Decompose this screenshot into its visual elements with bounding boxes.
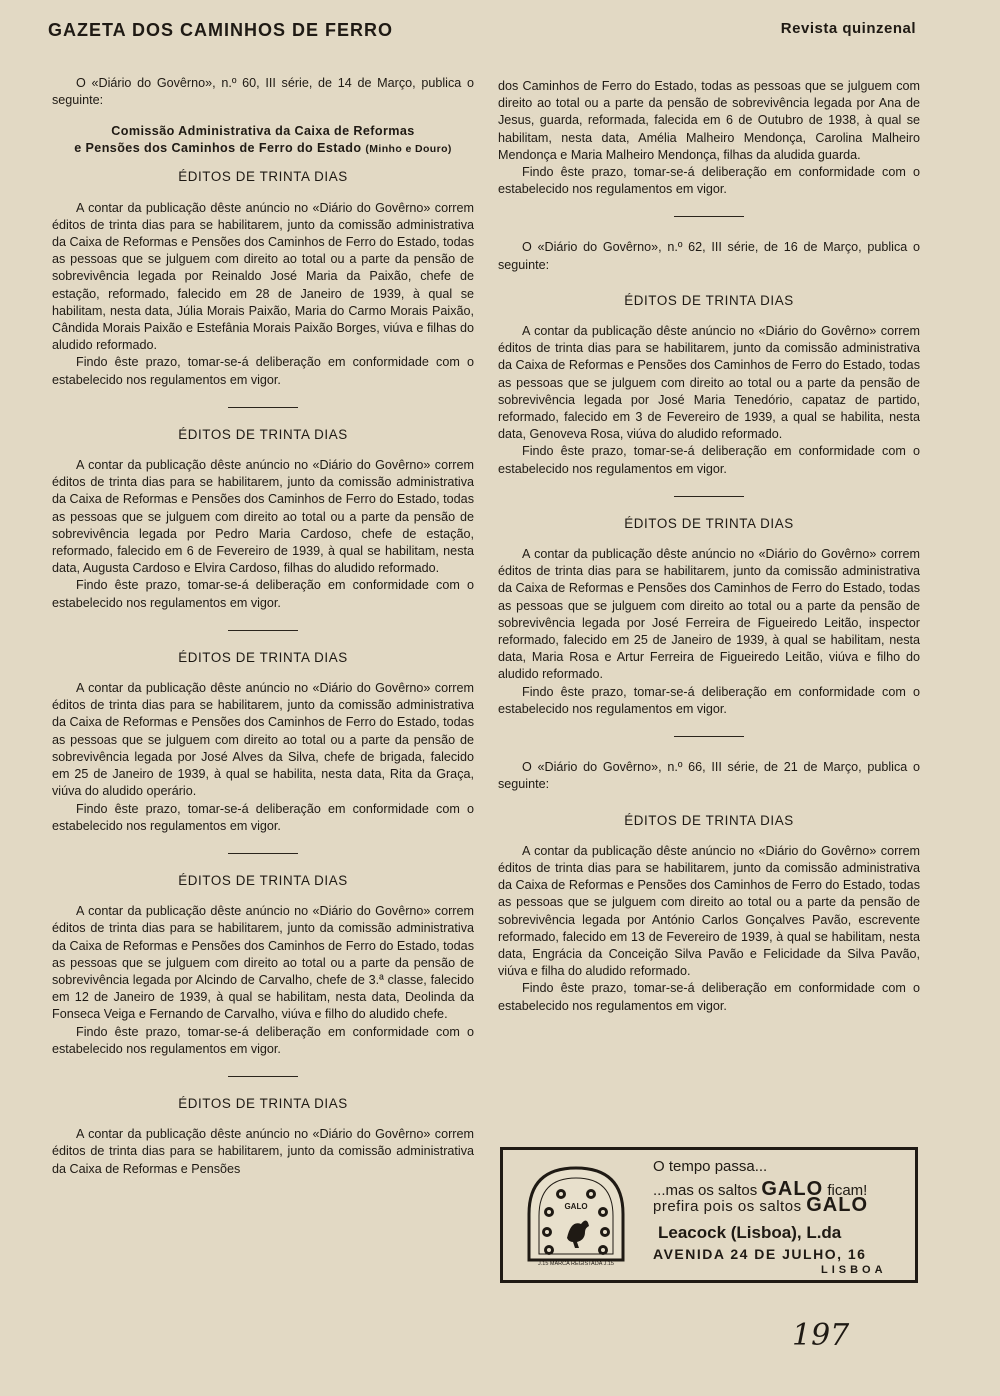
heel-brand-text: GALO xyxy=(564,1202,588,1211)
ad-brand: GALO xyxy=(806,1194,869,1216)
divider xyxy=(228,853,298,854)
notice-body: A contar da publicação dêste anúncio no «Diário do Govêrno» correm éditos de trinta dias para se habilitarem, junto da comissão administrativa da Caixa de Reformas e Pensões dos Caminhos de Ferro do Estado, todas as pessoas que se julguem com direito ao total ou a parte da pensão de sobrevivência legada por José Maria Tenedório, capataz de partido, reformado, falecido em 3 de Fevereiro de 1939, a qual se habilita, nesta data, Genoveva Rosa, viúva do aludido reformado. xyxy=(498,324,920,442)
notice-heading: ÉDITOS DE TRINTA DIAS xyxy=(624,812,794,828)
org-line-1: Comissão Administrativa da Caixa de Reformas xyxy=(111,124,415,139)
magazine-subtitle: Revista quinzenal xyxy=(780,20,916,37)
divider xyxy=(228,630,298,631)
ad-address: AVENIDA 24 DE JULHO, 16 xyxy=(653,1246,867,1262)
divider xyxy=(228,1076,298,1077)
ad-slogan-part: ...mas os saltos xyxy=(653,1182,758,1199)
notice-closing: Findo êste prazo, tomar-se-á deliberação em conformidade com o estabelecido nos regulamentos em vigor. xyxy=(498,981,920,1013)
notice-heading: ÉDITOS DE TRINTA DIAS xyxy=(178,649,348,665)
org-region: (Minho e Douro) xyxy=(365,143,452,156)
right-column xyxy=(498,78,920,1015)
divider xyxy=(674,216,744,217)
notice-body: A contar da publicação dêste anúncio no «Diário do Govêrno» correm éditos de trinta dias para se habilitarem, junto da comissão administrativa da Caixa de Reformas e Pensões dos Caminhos de Ferro do Estado, todas as pessoas que se julguem com direito ao total ou a parte da pensão de sobrevivência legada por António Carlos Gonçalves Pavão, escrevente reformado, falecido em 13 de Fevereiro de 1939, à qual se habilitam, nesta data, Engrácia da Conceição Silva Pavão e Felicidade da Silva Pavão, viúva e filha do aludido reformado. xyxy=(498,843,920,979)
ad-slogan-part: ficam! xyxy=(827,1182,868,1199)
notice-closing: Findo êste prazo, tomar-se-á deliberação em conformidade com o estabelecido nos regulamentos em vigor. xyxy=(498,444,920,476)
ad-slogan-line-1: O tempo passa... xyxy=(653,1158,768,1175)
org-line-2-text: e Pensões dos Caminhos de Ferro do Estado xyxy=(74,141,362,156)
intro-paragraph: O «Diário do Govêrno», n.º 60, III série, de 14 de Março, publica o seguinte: xyxy=(52,76,474,108)
divider xyxy=(228,407,298,408)
notice-closing: Findo êste prazo, tomar-se-á deliberação em conformidade com o estabelecido nos regulamentos em vigor. xyxy=(52,801,474,833)
notice-heading: ÉDITOS DE TRINTA DIAS xyxy=(178,1095,348,1111)
notice-heading: ÉDITOS DE TRINTA DIAS xyxy=(624,515,794,531)
divider xyxy=(674,496,744,497)
org-line-2 xyxy=(52,140,474,158)
notice-closing: Findo êste prazo, tomar-se-á deliberação em conformidade com o estabelecido nos regulamentos em vigor. xyxy=(498,684,920,716)
heel-trademark-text: J.15 MARCA REGISTADA J.15 xyxy=(537,1261,615,1267)
notice-body: A contar da publicação dêste anúncio no «Diário do Govêrno» correm éditos de trinta dias para se habilitarem, junto da comissão administrativa da Caixa de Reformas e Pensões dos Caminhos de Ferro do Estado, todas as pessoas que se julguem com direito ao total ou a parte da pensão de sobrevivência legada por José Alves da Silva, chefe de brigada, falecido em 25 de Janeiro de 1939, à qual se habilita, nesta data, Rita da Graça, viúva do aludido operário. xyxy=(52,681,474,799)
ad-slogan-part: prefira pois os saltos xyxy=(653,1198,802,1215)
ad-city: LISBOA xyxy=(821,1264,887,1276)
notice-closing: Findo êste prazo, tomar-se-á deliberação em conformidade com o estabelecido nos regulamentos em vigor. xyxy=(52,355,474,387)
notice-body: A contar da publicação dêste anúncio no «Diário do Govêrno» correm éditos de trinta dias para se habilitarem, junto da comissão administrativa da Caixa de Reformas e Pensões dos Caminhos de Ferro do Estado, todas as pessoas que se julguem com direito ao total ou a parte da pensão de sobrevivência legada por José Ferreira de Figueiredo Leitão, inspector reformado, falecido em 25 de Janeiro de 1939, à qual se habilitam, nesta data, Maria Rosa e Artur Ferreira de Figueiredo Leitão, viúva e filho do aludido reformado. xyxy=(498,547,920,682)
notice-closing: Findo êste prazo, tomar-se-á deliberação em conformidade com o estabelecido nos regulamentos em vigor. xyxy=(498,165,920,197)
notice-body: A contar da publicação dêste anúncio no «Diário do Govêrno» correm éditos de trinta dias para se habilitarem, junto da comissão administrativa da Caixa de Reformas e Pensões dos Caminhos de Ferro do Estado, todas as pessoas que se julguem com direito ao total ou a parte da pensão de sobrevivência legada por Pedro Maria Cardoso, chefe de estação, reformado, falecido em 6 de Fevereiro de 1939, à qual se habilitam, nesta data, Augusta Cardoso e Elvira Cardoso, filhas do aludido reformado. xyxy=(52,458,474,576)
divider xyxy=(674,736,744,737)
organization-heading xyxy=(52,123,474,158)
notice-body: A contar da publicação dêste anúncio no «Diário do Govêrno» correm éditos de trinta dias para se habilitarem, junto da comissão administrativa da Caixa de Reformas e Pensões dos Caminhos de Ferro do Estado, todas as pessoas que se julguem com direito ao total ou a parte da pensão de sobrevivência legada por Alcindo de Carvalho, chefe de 3.ª classe, falecido em 12 de Janeiro de 1939, à qual se habilitam, nesta data, Deolinda da Fonseca Veiga e Fernando de Carvalho, viúva e filho do aludido chefe. xyxy=(52,904,474,1022)
heel-icon xyxy=(521,1164,631,1270)
notice-body: A contar da publicação dêste anúncio no «Diário do Govêrno» correm éditos de trinta dias para se habilitarem, junto da comissão administrativa da Caixa de Reformas e Pensões xyxy=(52,1127,474,1176)
ad-company: Leacock (Lisboa), L.da xyxy=(658,1223,842,1242)
intro-paragraph: O «Diário do Govêrno», n.º 62, III série, de 16 de Março, publica o seguinte: xyxy=(498,240,920,272)
left-column xyxy=(52,75,474,1178)
notice-heading: ÉDITOS DE TRINTA DIAS xyxy=(624,292,794,308)
page-number: 197 xyxy=(792,1318,850,1353)
notice-closing: Findo êste prazo, tomar-se-á deliberação em conformidade com o estabelecido nos regulamentos em vigor. xyxy=(52,1024,474,1056)
notice-body: A contar da publicação dêste anúncio no «Diário do Govêrno» correm éditos de trinta dias para se habilitarem, junto da comissão administrativa da Caixa de Reformas e Pensões dos Caminhos de Ferro do Estado, todas as pessoas que se julguem com direito ao total ou a parte da pensão de sobrevivência legada por Reinaldo José Maria da Paixão, chefe de estação, reformado, falecido em 28 de Janeiro de 1939, à qual se habilitam, nesta data, Júlia Morais Paixão, Maria do Carmo Morais Paixão, Cândida Morais Paixão e Estefânia Morais Paixão Borges, viúva e filhas do aludido reformado. xyxy=(52,200,474,353)
ad-slogan-line-3 xyxy=(653,1194,868,1217)
advertisement-box xyxy=(500,1147,918,1283)
notice-body-continued: dos Caminhos de Ferro do Estado, todas as pessoas que se julguem com direito ao total ou a parte da pensão de sobrevivência legada por Ana de Jesus, guarda, reformada, falecida em 6 de Outubro de 1938, à qual se habilitam, nesta data, Amélia Malheiro Mendonça, Carolina Malheiro Mendonça e Maria Malheiro Mendonça, filhas da aludida guarda. xyxy=(498,79,920,162)
notice-heading: ÉDITOS DE TRINTA DIAS xyxy=(178,169,348,185)
ad-brand: GALO xyxy=(761,1178,824,1200)
magazine-title: GAZETA DOS CAMINHOS DE FERRO xyxy=(48,20,394,40)
intro-paragraph: O «Diário do Govêrno», n.º 66, III série, de 21 de Março, publica o seguinte: xyxy=(498,760,920,792)
notice-closing: Findo êste prazo, tomar-se-á deliberação em conformidade com o estabelecido nos regulamentos em vigor. xyxy=(52,578,474,610)
notice-heading: ÉDITOS DE TRINTA DIAS xyxy=(178,872,348,888)
notice-heading: ÉDITOS DE TRINTA DIAS xyxy=(178,426,348,442)
